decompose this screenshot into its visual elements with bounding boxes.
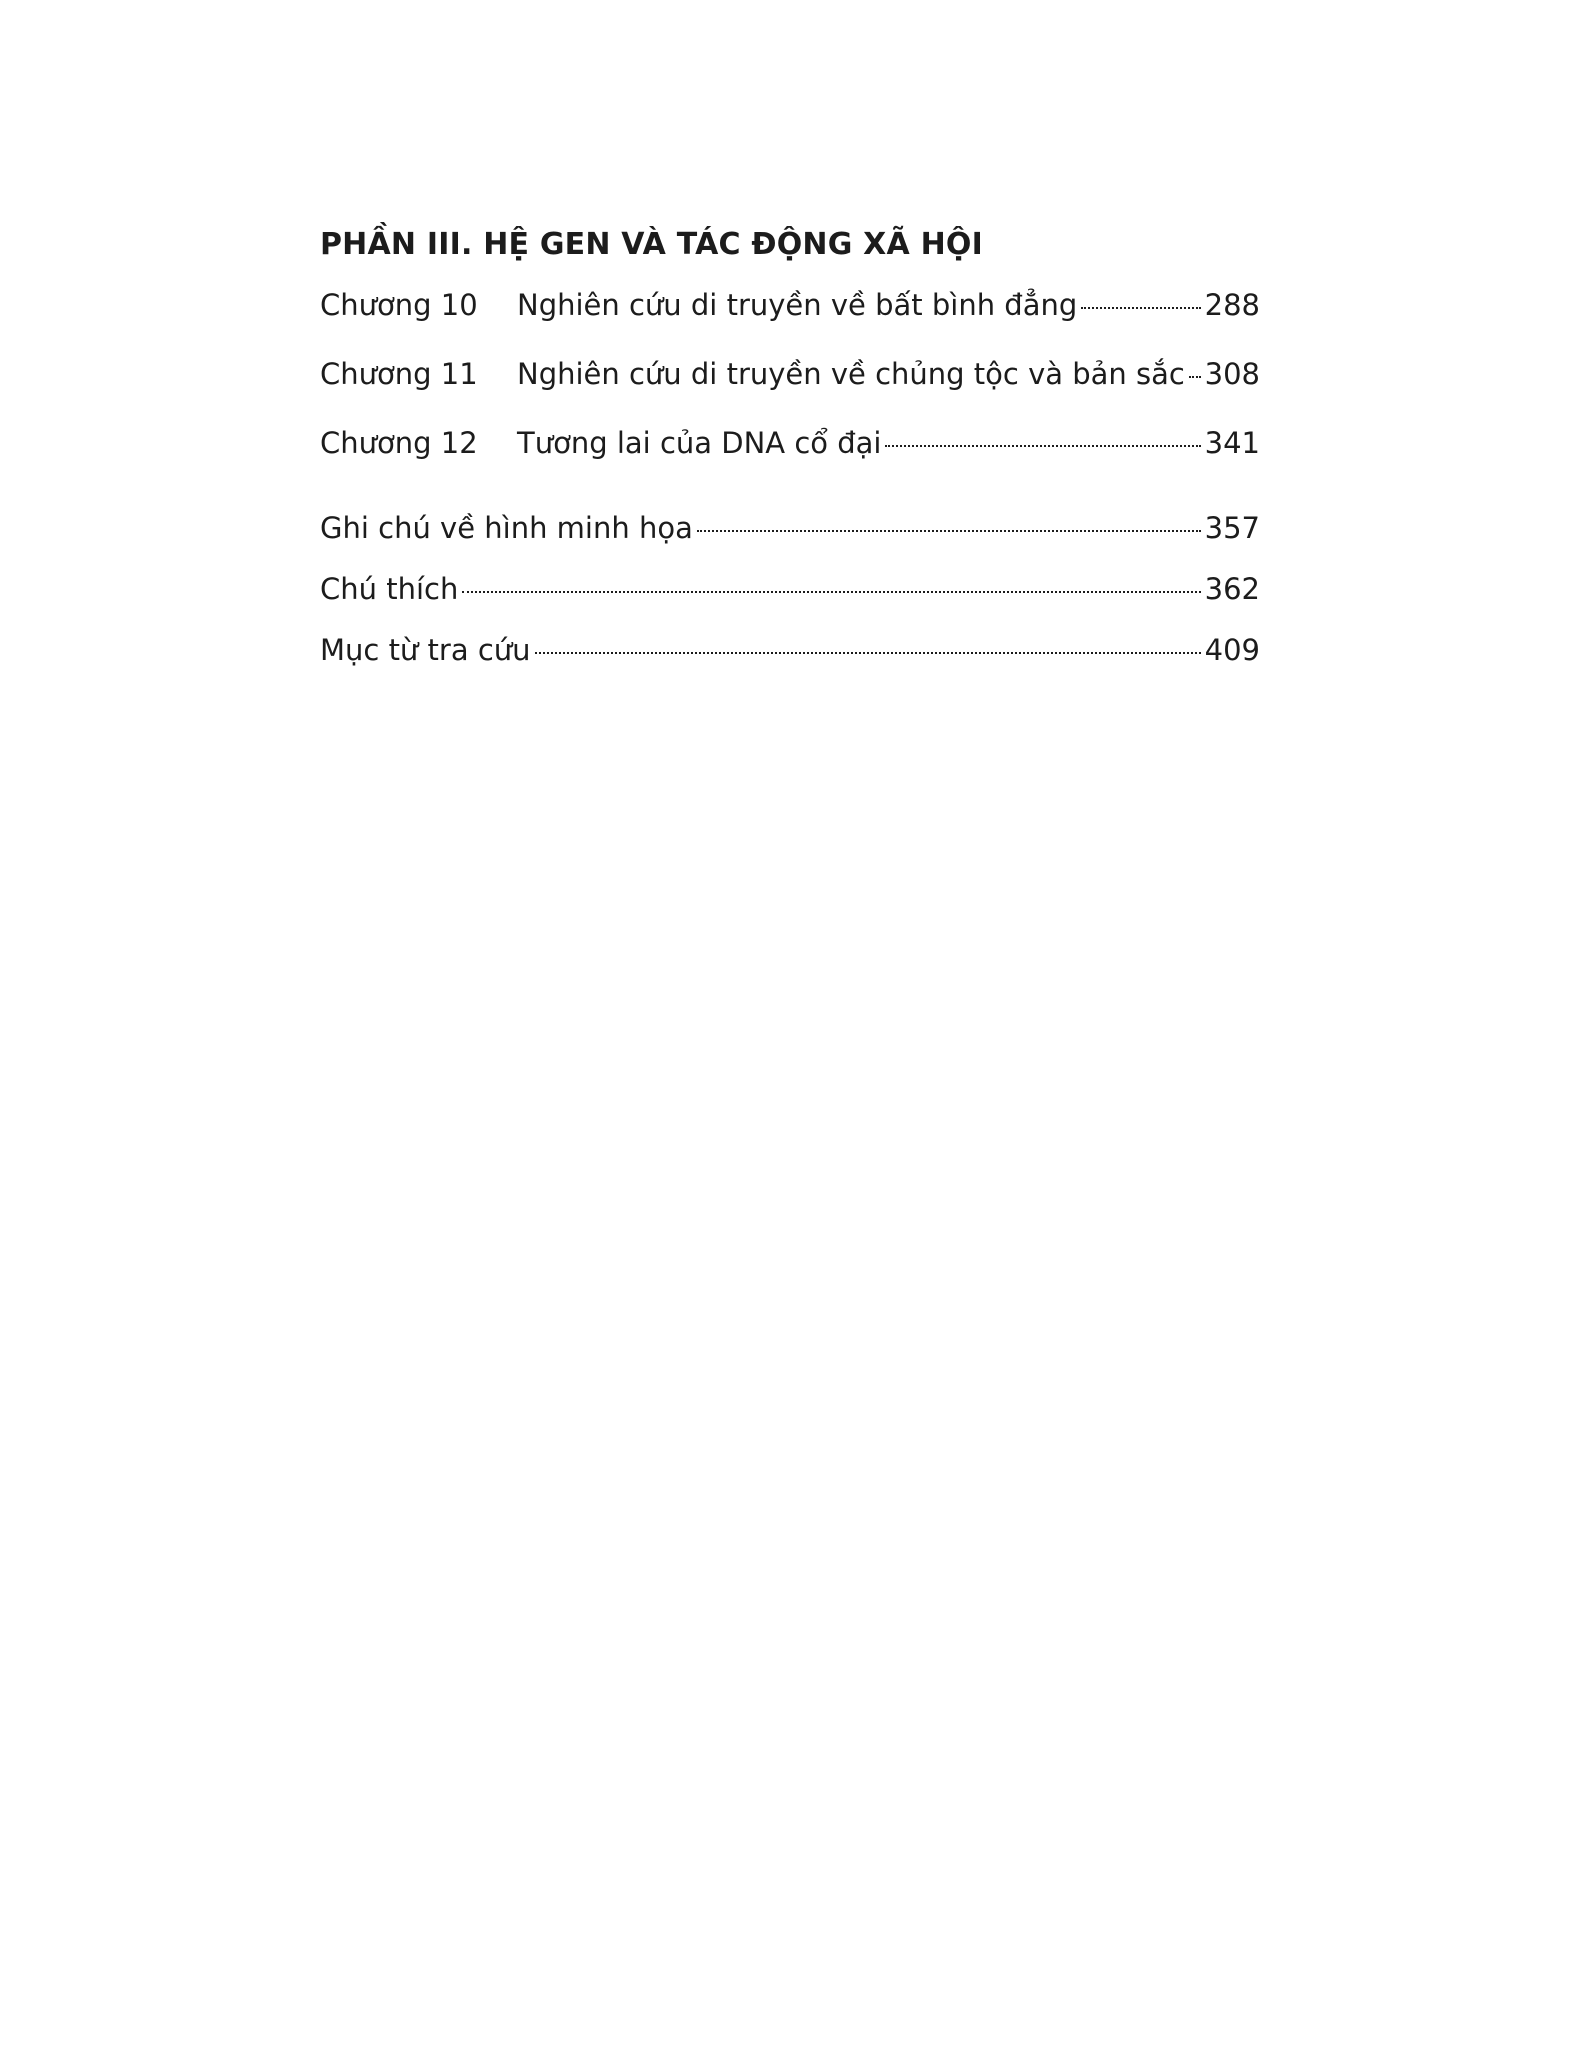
- chapter-label: Chương 10: [320, 288, 478, 322]
- toc-entry-illustration-notes[interactable]: [320, 511, 1260, 572]
- toc-entry-chapter-11[interactable]: [320, 357, 1260, 426]
- toc-entry-chapter-10[interactable]: [320, 288, 1260, 357]
- table-of-contents: [320, 222, 1260, 694]
- chapter-label: Chương 11: [320, 357, 478, 391]
- page-number: 341: [1204, 426, 1260, 460]
- part-heading: PHẦN III. HỆ GEN VÀ TÁC ĐỘNG XÃ HỘI: [320, 227, 983, 262]
- toc-entry-index[interactable]: [320, 633, 1260, 694]
- entry-title: Ghi chú về hình minh họa: [320, 511, 693, 545]
- section-spacer: [320, 495, 1260, 511]
- chapter-title: Tương lai của DNA cổ đại: [517, 426, 882, 460]
- page-number: 308: [1204, 357, 1260, 391]
- toc-entry-notes[interactable]: [320, 572, 1260, 633]
- page-number: 409: [1204, 633, 1260, 667]
- page-number: 357: [1204, 511, 1260, 545]
- dot-leader: [1189, 376, 1201, 378]
- dot-leader: [535, 652, 1201, 654]
- dot-leader: [885, 445, 1200, 447]
- dot-leader: [697, 530, 1201, 532]
- page-number: 288: [1204, 288, 1260, 322]
- chapter-title: Nghiên cứu di truyền về chủng tộc và bản sắc: [517, 357, 1185, 391]
- dot-leader: [1081, 307, 1200, 309]
- chapter-label: Chương 12: [320, 426, 478, 460]
- page-number: 362: [1204, 572, 1260, 606]
- entry-title: Mục từ tra cứu: [320, 633, 531, 667]
- chapter-title: Nghiên cứu di truyền về bất bình đẳng: [517, 288, 1078, 322]
- toc-entry-chapter-12[interactable]: [320, 426, 1260, 495]
- dot-leader: [462, 591, 1200, 593]
- entry-title: Chú thích: [320, 572, 459, 606]
